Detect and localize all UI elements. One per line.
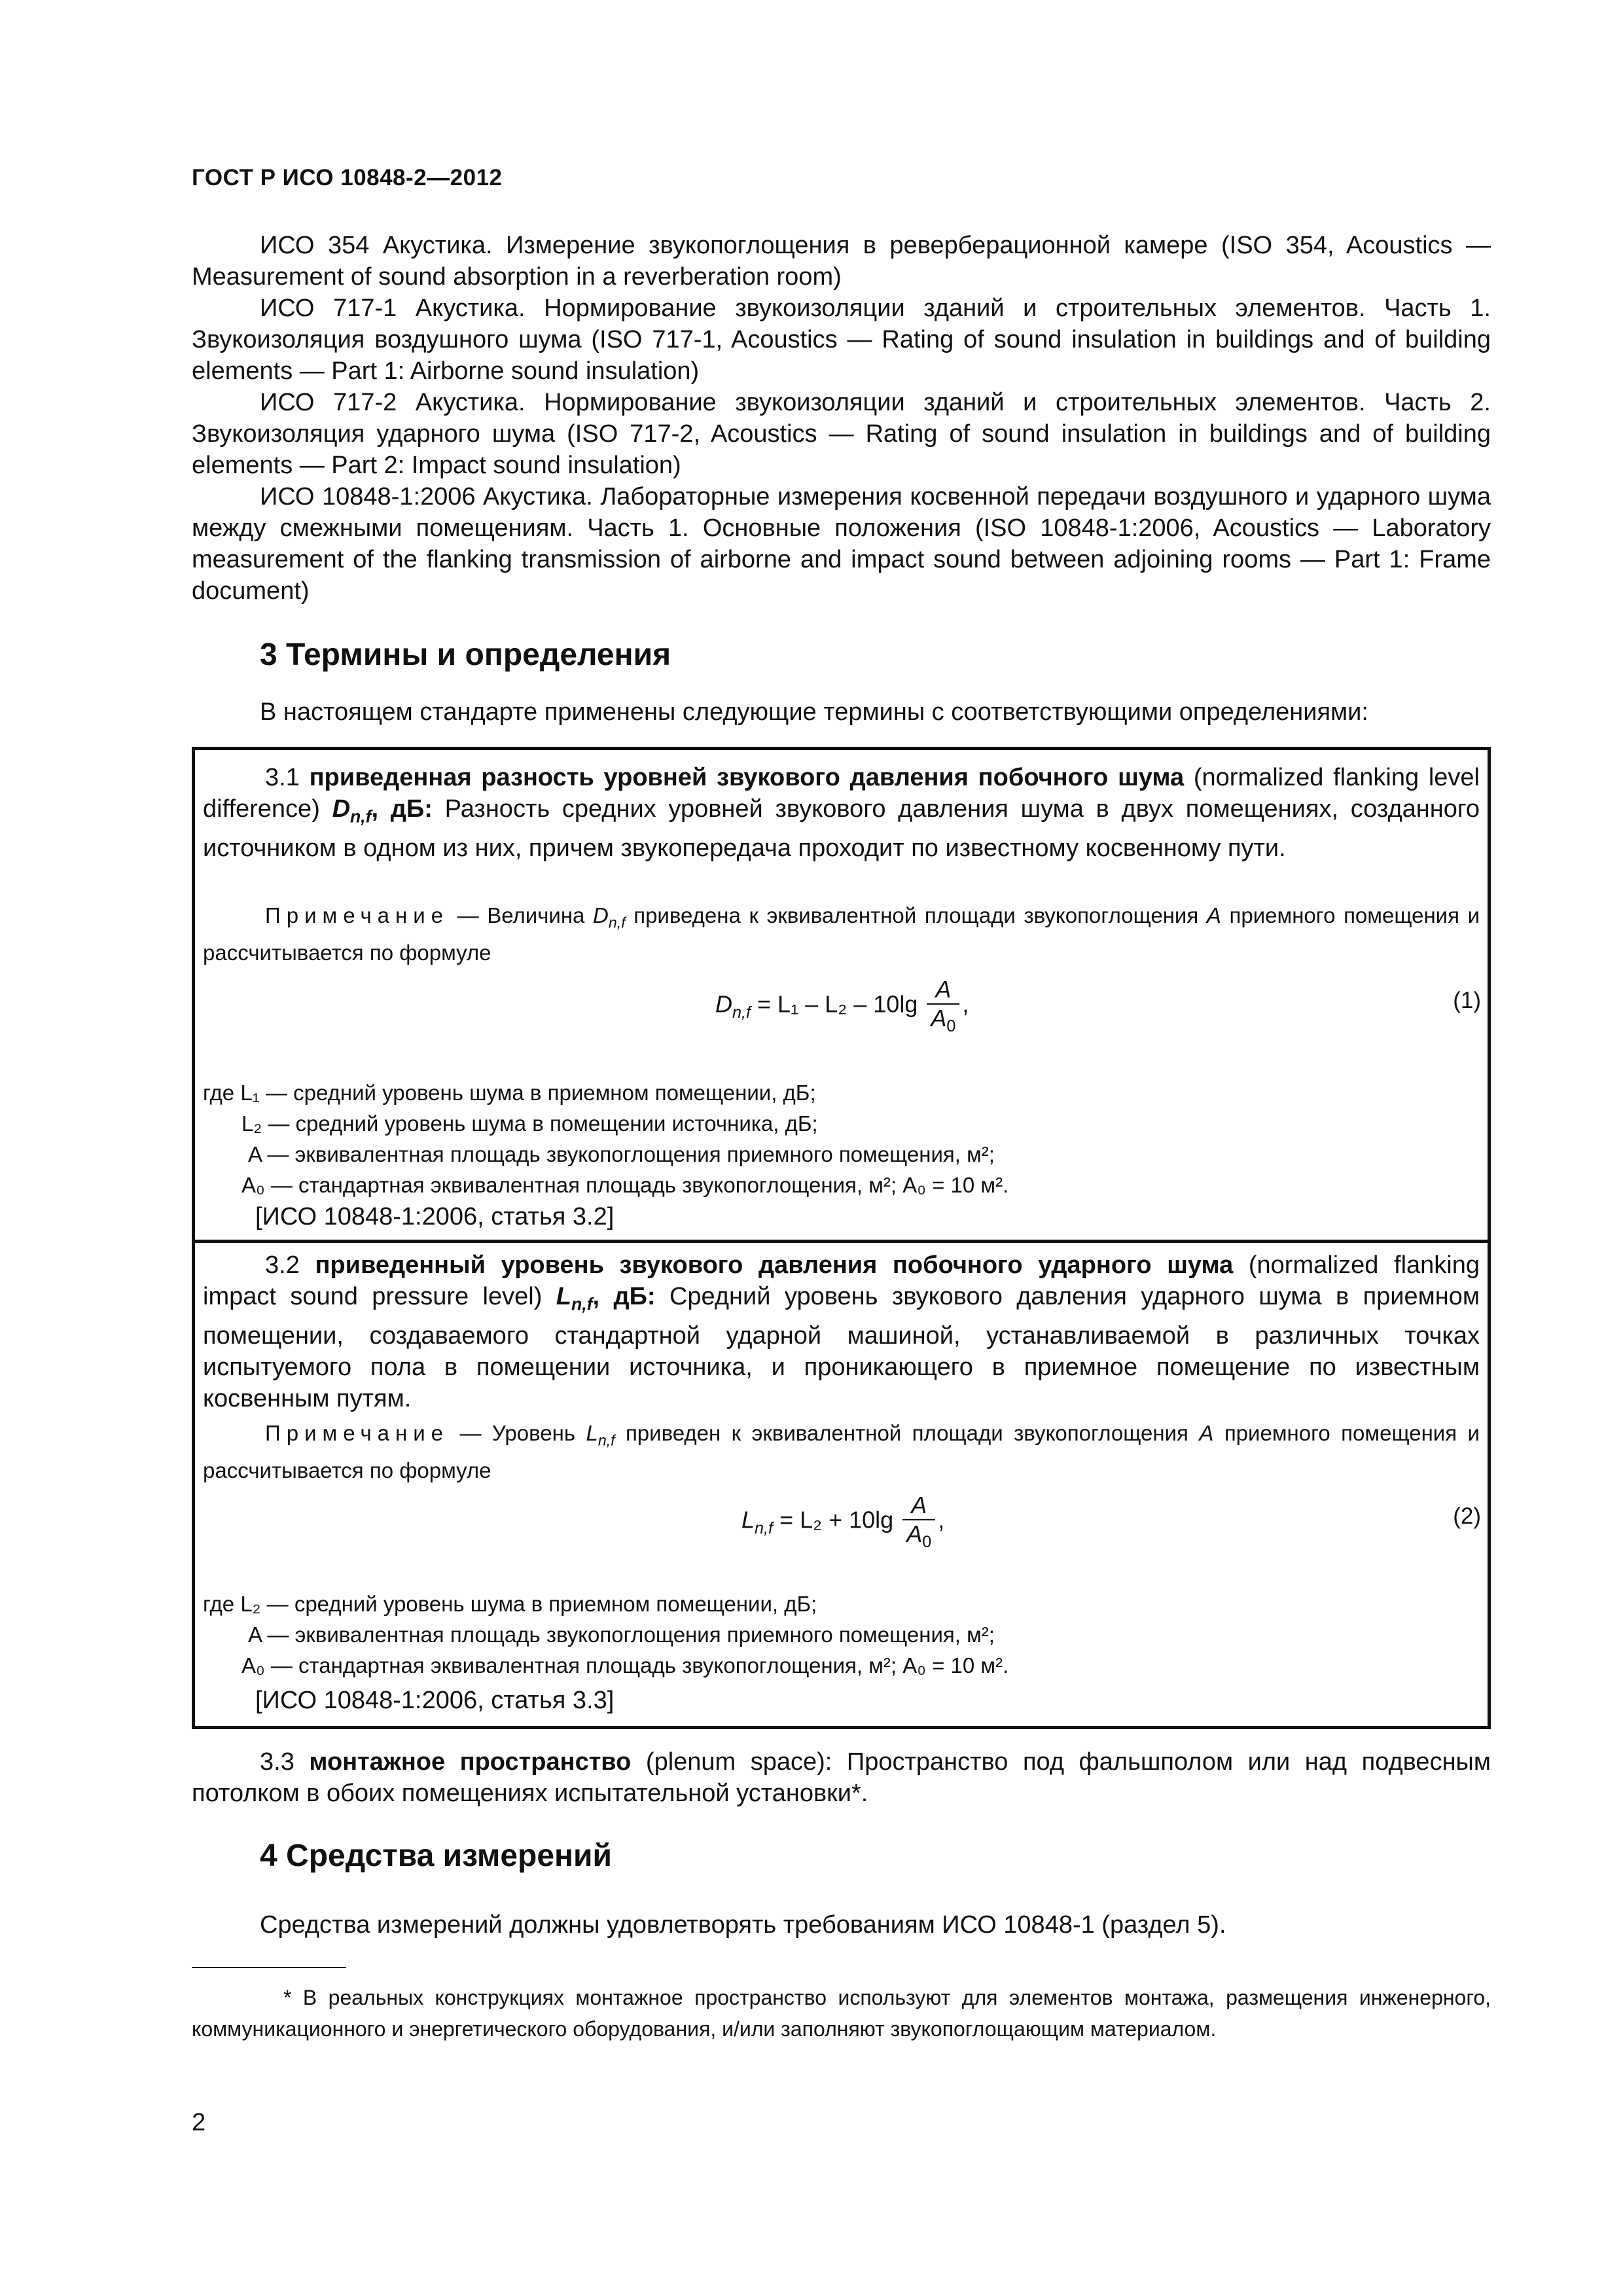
reference-item: ИСО 10848-1:2006 Акустика. Лабораторные измерения косвенной передачи воздушного и ударного шума между смежными помещениям. Часть 1. Основные положения (ISO 10848-1:2006, Acoustics — Laboratory measurement of the flanking transmission of airborne and impact sound between adjoining rooms — Part 1: Frame document) [192, 483, 1491, 605]
footnote-divider [192, 1967, 346, 1968]
footnote: * В реальных конструкциях монтажное пространство используют для элементов монтажа, размещения инженерного, коммуникационного и энергетического оборудования, и/или заполняют звукопоглощающим материалом. [192, 1986, 1491, 2041]
references-list [192, 230, 1491, 607]
term-3-1-note: Примечание — Величина $D_{n,f}$ приведена к эквивалентной площади звукопоглощения A приемного помещения и рассчитывается по формуле [203, 903, 1480, 965]
section-4-text: Средства измерений должны удовлетворять требованиям ИСО 10848-1 (раздел 5). [260, 1911, 1226, 1939]
term-3-3-name: монтажное пространство [309, 1748, 632, 1776]
term-3-1-name: приведенная разность уровней звукового давления побочного шума [309, 764, 1185, 791]
equation-number-2: (2) [1453, 1503, 1481, 1529]
term-3-3-definition: 3.3 монтажное пространство (plenum space): Пространство под фальшполом или над подвесным потолком в обоих помещениях испытательной установки*. [192, 1748, 1491, 1807]
term-3-2-note: Примечание — Уровень $L_{n,f}$ приведен к эквивалентной площади звукопоглощения A приемного помещения и рассчитывается по формуле [203, 1421, 1480, 1482]
term-3-1-source: [ИСО 10848-1:2006, статья 3.2] [255, 1203, 615, 1230]
page-number: 2 [192, 2109, 206, 2136]
term-3-2-source: [ИСО 10848-1:2006, статья 3.3] [255, 1687, 615, 1714]
term-3-2-name: приведенный уровень звукового давления побочного ударного шума [315, 1251, 1234, 1279]
where-line: A — эквивалентная площадь звукопоглощения приемного помещения, м²; [248, 1623, 995, 1647]
document-header: ГОСТ Р ИСО 10848-2—2012 [192, 165, 503, 190]
equation-number-1: (1) [1453, 988, 1481, 1013]
formula-1: $D_{n,f} = L_1 - L_2 - 10\lg$ $\frac{A}{A_0}$ , [715, 976, 969, 1036]
term-3-1-definition: 3.1 приведенная разность уровней звукового давления побочного шума (normalized flanking level difference) $D_{n,f}$, дБ: Разность средних уровней звукового давления шума в двух помещениях, созданного источником в одном из них, причем звукопередача проходит по известному косвенному пути. [203, 764, 1480, 862]
section-3-intro: В настоящем стандарте применены следующие термины с соответствующими определениями: [260, 698, 1368, 726]
reference-item: ИСО 354 Акустика. Измерение звукопоглощения в реверберационной камере (ISO 354, Acoustics — Measurement of sound absorption in a reverberation room) [192, 232, 1491, 291]
where-line: L₂ — средний уровень шума в помещении источника, дБ; [241, 1111, 818, 1136]
where-line: A₀ — стандартная эквивалентная площадь звукопоглощения, м²; A₀ = 10 м². [241, 1173, 1009, 1197]
where-line: где L₁ — средний уровень шума в приемном помещении, дБ; [203, 1081, 816, 1105]
where-line: A₀ — стандартная эквивалентная площадь звукопоглощения, м²; A₀ = 10 м². [241, 1653, 1009, 1677]
term-3-2-definition: 3.2 приведенный уровень звукового давления побочного ударного шума (normalized flanking impact sound pressure level) $L_{n,f}$, дБ: Средний уровень звукового давления ударного шума в приемном помещении, создаваемого стандартной ударной машиной, устанавливаемой в различных точках испытуемого пола в помещении источника, и проникающего в приемное помещение по известным косвенным путям. [203, 1251, 1480, 1412]
section-3-title: 3 Термины и определения [260, 637, 671, 672]
section-4-title: 4 Средства измерений [260, 1839, 613, 1873]
reference-item: ИСО 717-1 Акустика. Нормирование звукоизоляции зданий и строительных элементов. Часть 1. Звукоизоляция воздушного шума (ISO 717-1, Acoustics — Rating of sound insulation in buildings and of building elements — Part 1: Airborne sound insulation) [192, 295, 1491, 385]
where-line: A — эквивалентная площадь звукопоглощения приемного помещения, м²; [248, 1142, 995, 1166]
formula-2: $L_{n,f} = L_2 + 10\lg$ $\frac{A}{A_0}$ , [741, 1492, 945, 1552]
term-3-2-box [192, 1240, 1491, 1729]
where-line: где L₂ — средний уровень шума в приемном помещении, дБ; [203, 1592, 817, 1616]
term-3-1-box [192, 747, 1491, 1243]
reference-item: ИСО 717-2 Акустика. Нормирование звукоизоляции зданий и строительных элементов. Часть 2. Звукоизоляция ударного шума (ISO 717-2, Acoustics — Rating of sound insulation in buildings and of building elements — Part 2: Impact sound insulation) [192, 389, 1491, 479]
term-3-3 [192, 1746, 1491, 1809]
